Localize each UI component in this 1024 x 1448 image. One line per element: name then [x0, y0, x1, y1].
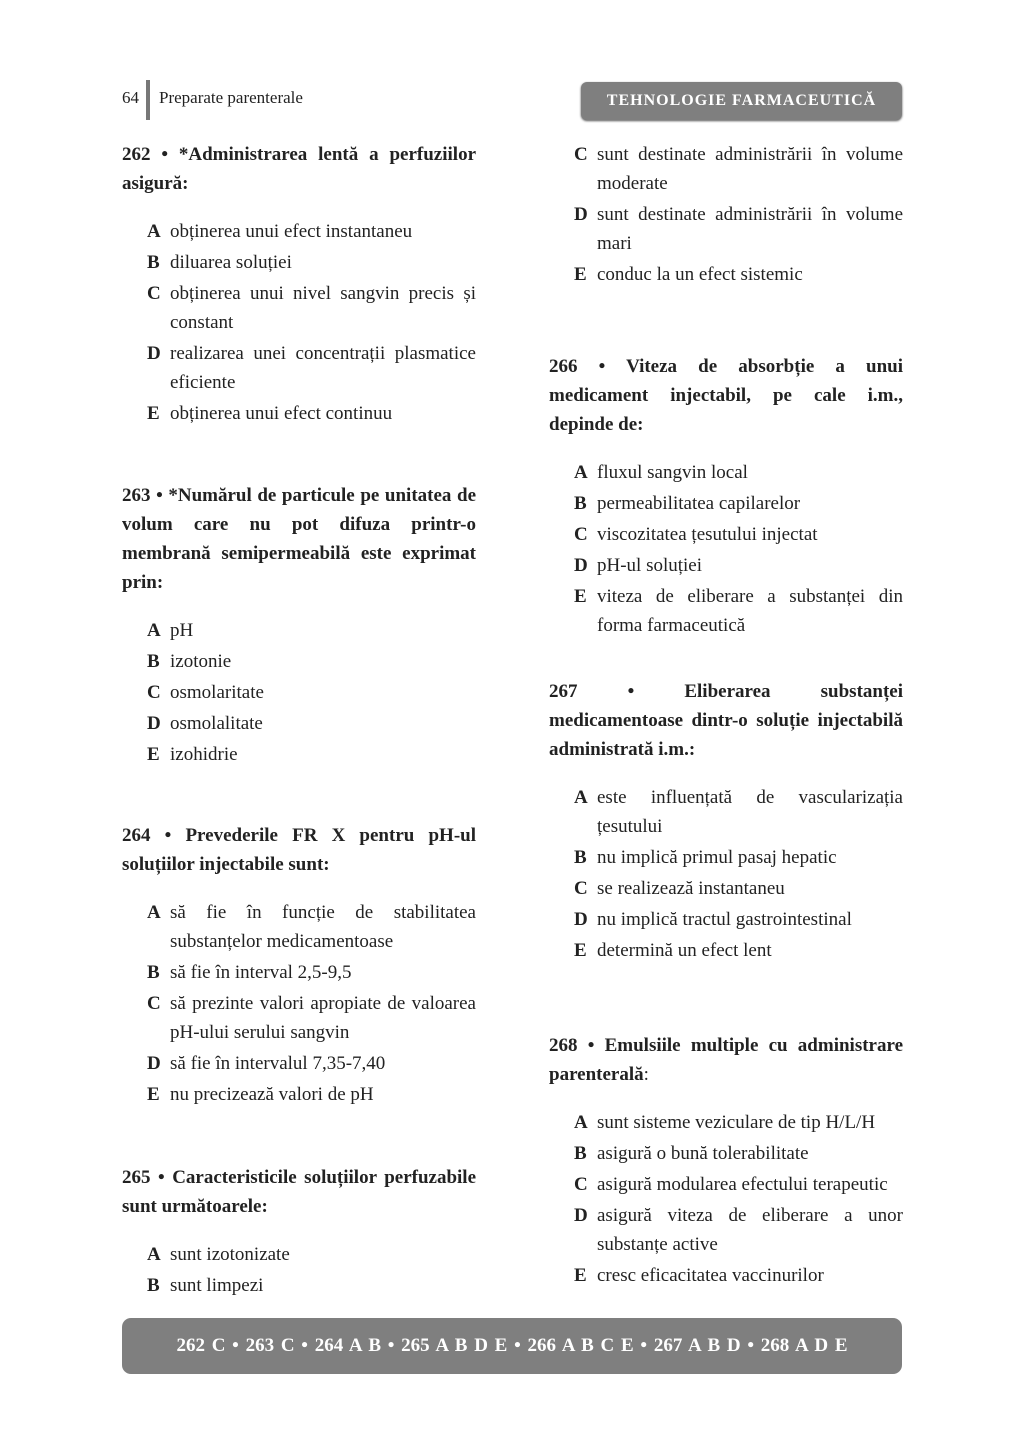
option-text: osmolaritate	[170, 682, 264, 703]
option-text: obținerea unui efect instantaneu	[170, 221, 413, 242]
answer-option	[549, 843, 903, 872]
option-text: cresc eficacitatea vaccinurilor	[597, 1265, 824, 1286]
option-letter: A	[574, 787, 588, 808]
question-number: 268	[549, 1035, 578, 1056]
option-text: osmolalitate	[170, 713, 263, 734]
option-text: viscozitatea țesutului injectat	[597, 524, 818, 545]
answer-option	[549, 1139, 903, 1168]
answer-option	[549, 582, 903, 640]
option-letter: E	[574, 586, 587, 607]
answer-option	[549, 140, 903, 198]
option-text: fluxul sangvin local	[597, 462, 748, 483]
option-letter: E	[574, 1265, 587, 1286]
option-text: permeabilitatea capilarelor	[597, 493, 801, 514]
question-number: 262	[122, 144, 151, 165]
book-title-badge: TEHNOLOGIE FARMACEUTICĂ	[581, 82, 902, 120]
option-letter: B	[147, 962, 160, 983]
answer-option	[549, 905, 903, 934]
answer-option	[549, 1170, 903, 1199]
option-letter: B	[147, 1275, 160, 1296]
question-text: Viteza de absorbție a unui medicament injectabil, pe cale i.m., depinde de:	[549, 356, 904, 435]
option-text: izotonie	[170, 651, 232, 672]
question-heading: 265 • Caracteristicile soluțiilor perfuzabile sunt următoarele:	[122, 1167, 477, 1217]
question-text: Caracteristicile soluțiilor perfuzabile sunt următoarele:	[122, 1167, 477, 1217]
option-text: se realizează instantaneu	[597, 878, 785, 899]
answer-option	[122, 678, 476, 707]
answer-option	[549, 936, 903, 965]
option-text: viteza de eliberare a substanței din forma farmaceutică	[597, 586, 903, 636]
option-letter: C	[574, 144, 588, 165]
option-letter: E	[147, 1084, 160, 1105]
question-block	[122, 1163, 476, 1302]
option-letter: B	[574, 1143, 587, 1164]
answer-option	[122, 958, 476, 987]
option-letter: B	[574, 493, 587, 514]
answer-option	[122, 399, 476, 428]
option-letter: C	[147, 283, 161, 304]
options-list	[122, 616, 476, 769]
page-number: 64	[122, 88, 139, 107]
option-text: să fie în funcție de stabilitatea substanțelor medicamentoase	[170, 902, 476, 952]
option-letter: C	[574, 878, 588, 899]
question-number: 265	[122, 1167, 151, 1188]
answer-option	[122, 339, 476, 397]
option-letter: B	[574, 847, 587, 868]
option-letter: D	[147, 713, 161, 734]
question-text: Eliberarea substanței medicamentoase dintr-o soluție injectabilă administrată i.m.:	[549, 681, 903, 760]
option-letter: E	[147, 403, 160, 424]
option-letter: C	[574, 1174, 588, 1195]
option-letter: A	[574, 1112, 588, 1133]
option-letter: D	[574, 204, 588, 225]
answer-option	[549, 200, 903, 258]
option-text: sunt destinate administrării în volume mari	[597, 204, 903, 254]
option-text: obținerea unui efect continuu	[170, 403, 393, 424]
question-continued	[549, 140, 903, 291]
option-letter: D	[147, 1053, 161, 1074]
question-block	[549, 1031, 903, 1292]
answer-option	[122, 1080, 476, 1109]
option-text: să prezinte valori apropiate de valoarea pH-ului serului sangvin	[170, 993, 476, 1043]
option-letter: E	[147, 744, 160, 765]
option-text: obținerea unui nivel sangvin precis și constant	[170, 283, 476, 333]
option-text: să fie în intervalul 7,35-7,40	[170, 1053, 386, 1074]
option-text: sunt destinate administrării în volume moderate	[597, 144, 903, 194]
answer-option	[122, 248, 476, 277]
option-letter: D	[574, 555, 588, 576]
question-text: Emulsiile multiple cu administrare parenterală	[549, 1035, 904, 1085]
option-letter: C	[147, 993, 161, 1014]
answer-option	[549, 520, 903, 549]
header-divider	[146, 80, 150, 120]
question-text: *Administrarea lentă a perfuziilor asigură:	[122, 144, 476, 194]
question-heading: 266 • Viteza de absorbție a unui medicament injectabil, pe cale i.m., depinde de:	[549, 356, 904, 435]
question-number: 266	[549, 356, 578, 377]
question-block	[122, 140, 476, 430]
answer-option	[122, 1240, 476, 1269]
option-text: sunt limpezi	[170, 1275, 264, 1296]
option-letter: A	[147, 620, 161, 641]
question-heading: 268 • Emulsiile multiple cu administrare parenterală:	[549, 1035, 904, 1085]
option-text: să fie în interval 2,5-9,5	[170, 962, 352, 983]
answer-option	[549, 1201, 903, 1259]
option-text: realizarea unei concentrații plasmatice eficiente	[170, 343, 476, 393]
option-text: determină un efect lent	[597, 940, 772, 961]
options-list	[549, 783, 903, 965]
question-number: 264	[122, 825, 151, 846]
answer-option	[122, 989, 476, 1047]
option-text: nu precizează valori de pH	[170, 1084, 374, 1105]
answer-option	[122, 279, 476, 337]
question-block	[549, 677, 903, 967]
option-letter: C	[574, 524, 588, 545]
option-text: sunt sisteme veziculare de tip H/L/H	[597, 1112, 876, 1133]
options-list	[549, 1108, 903, 1290]
option-text: conduc la un efect sistemic	[597, 264, 803, 285]
question-text: *Numărul de particule pe unitatea de volum care nu pot difuza printr-o membrană semipermeabilă este exprimat prin:	[122, 485, 477, 593]
option-text: izohidrie	[170, 744, 238, 765]
question-number: 263	[122, 485, 151, 506]
answer-option	[122, 1271, 476, 1300]
question-text: Prevederile FR X pentru pH-ul soluțiilor injectabile sunt:	[122, 825, 476, 875]
question-block	[122, 821, 476, 1111]
answer-option	[122, 740, 476, 769]
question-number: 267	[549, 681, 578, 702]
answer-option	[549, 874, 903, 903]
answer-option	[122, 616, 476, 645]
option-text: diluarea soluției	[170, 252, 292, 273]
option-letter: A	[147, 1244, 161, 1265]
section-title: Preparate parenterale	[159, 88, 303, 107]
option-letter: D	[574, 909, 588, 930]
question-heading: 267 • Eliberarea substanței medicamentoase dintr-o soluție injectabilă administrată i.m.:	[549, 681, 903, 760]
option-text: este influențată de vascularizația țesutului	[597, 787, 903, 837]
answer-option	[122, 647, 476, 676]
answer-option	[549, 551, 903, 580]
options-list	[122, 217, 476, 428]
option-text: asigură viteza de eliberare a unor substanțe active	[597, 1205, 903, 1255]
option-letter: B	[147, 651, 160, 672]
option-text: asigură modularea efectului terapeutic	[597, 1174, 888, 1195]
options-list	[549, 140, 903, 289]
option-letter: E	[574, 264, 587, 285]
option-text: nu implică tractul gastrointestinal	[597, 909, 852, 930]
question-block	[549, 352, 903, 642]
options-list	[549, 458, 903, 640]
question-suffix: :	[643, 1064, 649, 1085]
option-letter: A	[147, 221, 161, 242]
answer-option	[549, 1108, 903, 1137]
answer-option	[122, 1049, 476, 1078]
option-letter: D	[147, 343, 161, 364]
option-text: pH-ul soluției	[597, 555, 703, 576]
option-letter: D	[574, 1205, 588, 1226]
answer-option	[122, 709, 476, 738]
answer-option	[549, 1261, 903, 1290]
question-block	[122, 481, 476, 771]
option-letter: E	[574, 940, 587, 961]
option-text: pH	[170, 620, 194, 641]
question-heading: 262 • *Administrarea lentă a perfuziilor asigură:	[122, 144, 476, 194]
answer-option	[549, 458, 903, 487]
answer-option	[122, 217, 476, 246]
answer-option	[122, 898, 476, 956]
answer-option	[549, 783, 903, 841]
question-heading: 263 • *Numărul de particule pe unitatea de volum care nu pot difuza printr-o membrană semipermeabilă este exprimat prin:	[122, 485, 477, 593]
option-text: asigură o bună tolerabilitate	[597, 1143, 809, 1164]
option-letter: A	[574, 462, 588, 483]
option-text: nu implică primul pasaj hepatic	[597, 847, 837, 868]
option-letter: B	[147, 252, 160, 273]
option-letter: A	[147, 902, 161, 923]
answer-option	[549, 260, 903, 289]
answer-option	[549, 489, 903, 518]
option-letter: C	[147, 682, 161, 703]
option-text: sunt izotonizate	[170, 1244, 290, 1265]
options-list	[122, 1240, 476, 1300]
question-heading: 264 • Prevederile FR X pentru pH-ul soluțiilor injectabile sunt:	[122, 825, 476, 875]
answer-key: 262 C • 263 C • 264 A B • 265 A B D E • 266 A B C E • 267 A B D • 268 A D E	[122, 1318, 902, 1374]
options-list	[122, 898, 476, 1109]
